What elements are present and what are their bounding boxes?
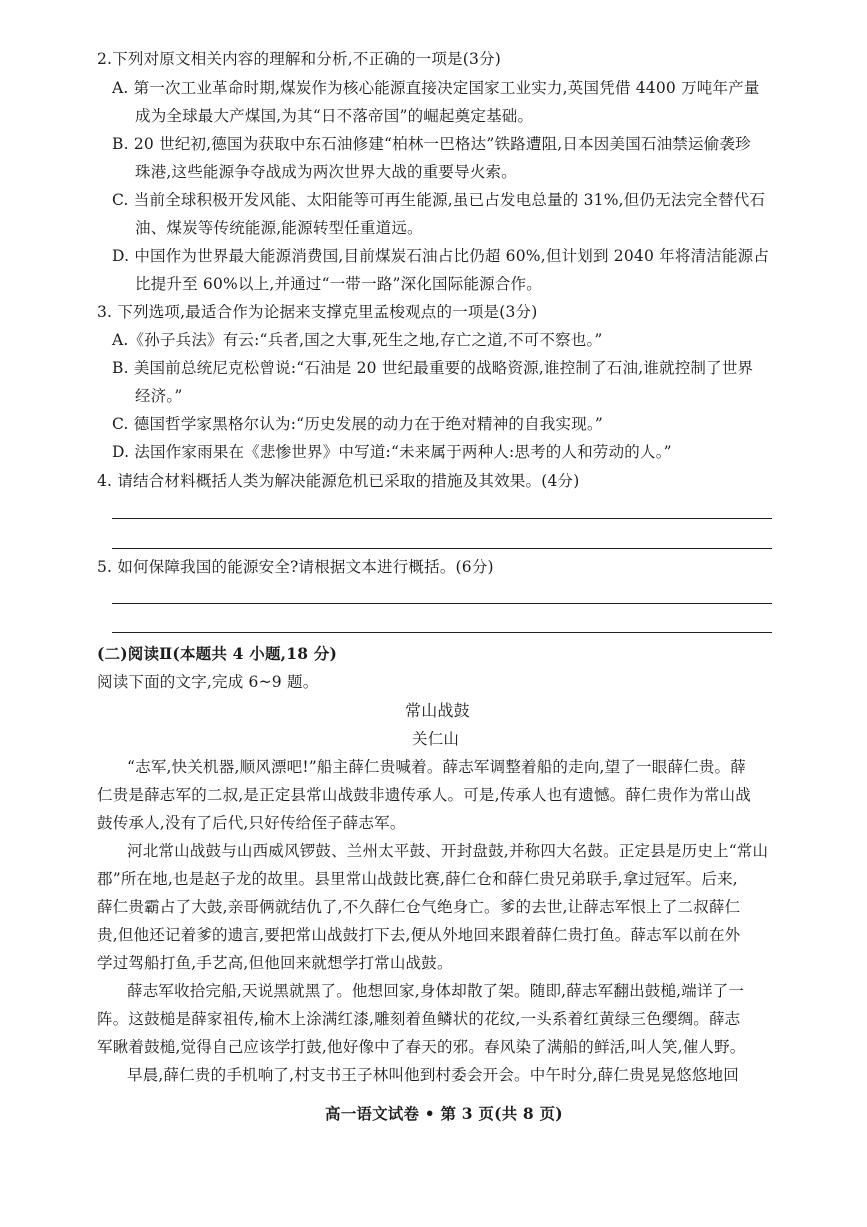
q5-stem: 5. 如何保障我国的能源安全?请根据文本进行概括。(6分): [97, 558, 494, 576]
passage-line: 贵,但他还记着爹的遗言,要把常山战鼓打下去,便从外地回来跟着薛仁贵打鱼。薛志军以前在外: [97, 926, 741, 944]
passage-line: 阵。这鼓槌是薛家祖传,榆木上涂满红漆,雕刻着鱼鳞状的花纹,一头系着红黄绿三色缨绸。薛志: [97, 1010, 741, 1028]
section-instruction: 阅读下面的文字,完成 6~9 题。: [97, 673, 319, 691]
story-author: 关仁山: [412, 730, 460, 748]
page-footer: 高一语文试卷 • 第 3 页(共 8 页): [325, 1104, 563, 1123]
q3-option-d: D. 法国作家雨果在《悲惨世界》中写道:“未来属于两种人:思考的人和劳动的人。”: [112, 443, 672, 461]
q3-stem: 3. 下列选项,最适合作为论据来支撑克里孟梭观点的一项是(3分): [97, 303, 538, 321]
passage-line: 鼓传承人,没有了后代,只好传给侄子薛志军。: [97, 814, 406, 832]
q5-answer-line-2: [112, 632, 772, 633]
passage-line: 军瞅着鼓槌,觉得自己应该学打鼓,他好像中了春天的邪。春风染了满船的鲜活,叫人笑,催人野。: [97, 1038, 746, 1056]
passage-line: 学过驾船打鱼,手艺高,但他回来就想学打常山战鼓。: [97, 954, 453, 972]
q2-option-c-line1: C. 当前全球积极开发风能、太阳能等可再生能源,虽已占发电总量的 31%,但仍无法完全替代石: [112, 191, 766, 209]
q5-answer-line-1: [112, 603, 772, 604]
q4-answer-line-1: [112, 518, 772, 519]
q2-option-b-line2: 珠港,这些能源争夺战成为两次世界大战的重要导火索。: [135, 163, 517, 181]
q3-option-a: A.《孙子兵法》有云:“兵者,国之大事,死生之地,存亡之道,不可不察也。”: [112, 331, 603, 349]
q3-option-c: C. 德国哲学家黑格尔认为:“历史发展的动力在于绝对精神的自我实现。”: [112, 415, 603, 433]
passage-line: 仁贵是薛志军的二叔,是正定县常山战鼓非遗传承人。可是,传承人也有遗憾。薛仁贵作为常山战: [97, 786, 751, 804]
q2-option-a-line2: 成为全球最大产煤国,为其“日不落帝国”的崛起奠定基础。: [135, 107, 534, 125]
passage-line: 郡”所在地,也是赵子龙的故里。县里常山战鼓比赛,薛仁仓和薛仁贵兄弟联手,拿过冠军。后来,: [97, 870, 738, 888]
q2-option-d-line1: D. 中国作为世界最大能源消费国,目前煤炭石油占比仍超 60%,但计划到 2040 年将清洁能源占: [112, 247, 770, 265]
passage-line: 薛仁贵霸占了大鼓,亲哥俩就结仇了,不久薛仁仓气绝身亡。爹的去世,让薛志军恨上了二叔薛仁: [97, 898, 741, 916]
q2-option-c-line2: 油、煤炭等传统能源,能源转型任重道远。: [135, 219, 423, 237]
q2-option-d-line2: 比提升至 60%以上,并通过“一带一路”深化国际能源合作。: [135, 275, 542, 293]
q2-stem: 2.下列对原文相关内容的理解和分析,不正确的一项是(3分): [97, 50, 501, 68]
q2-option-b-line1: B. 20 世纪初,德国为获取中东石油修建“柏林一巴格达”铁路遭阻,日本因美国石油禁运偷袭珍: [112, 135, 751, 153]
q3-option-b-line1: B. 美国前总统尼克松曾说:“石油是 20 世纪最重要的战略资源,谁控制了石油,谁就控制了世界: [112, 359, 754, 377]
q3-option-b-line2: 经济。”: [135, 387, 183, 405]
passage-line: 薛志军收拾完船,天说黑就黑了。他想回家,身体却散了架。随即,薛志军翻出鼓槌,端详了一: [127, 982, 745, 1000]
story-title: 常山战鼓: [405, 701, 470, 720]
q4-stem: 4. 请结合材料概括人类为解决能源危机已采取的措施及其效果。(4分): [97, 472, 580, 490]
q2-option-a-line1: A. 第一次工业革命时期,煤炭作为核心能源直接决定国家工业实力,英国凭借 4400 万吨年产量: [112, 79, 760, 97]
section-heading: (二)阅读Ⅱ(本题共 4 小题,18 分): [97, 644, 338, 663]
q4-answer-line-2: [112, 548, 772, 549]
passage-line: 早晨,薛仁贵的手机响了,村支书王子林叫他到村委会开会。中午时分,薛仁贵晃晃悠悠地回: [127, 1066, 739, 1084]
passage-line: 河北常山战鼓与山西威风锣鼓、兰州太平鼓、开封盘鼓,并称四大名鼓。正定县是历史上“常山: [127, 842, 769, 860]
passage-line: “志军,快关机器,顺风漂吧!”船主薛仁贵喊着。薛志军调整着船的走向,望了一眼薛仁贵。薛: [127, 758, 746, 776]
